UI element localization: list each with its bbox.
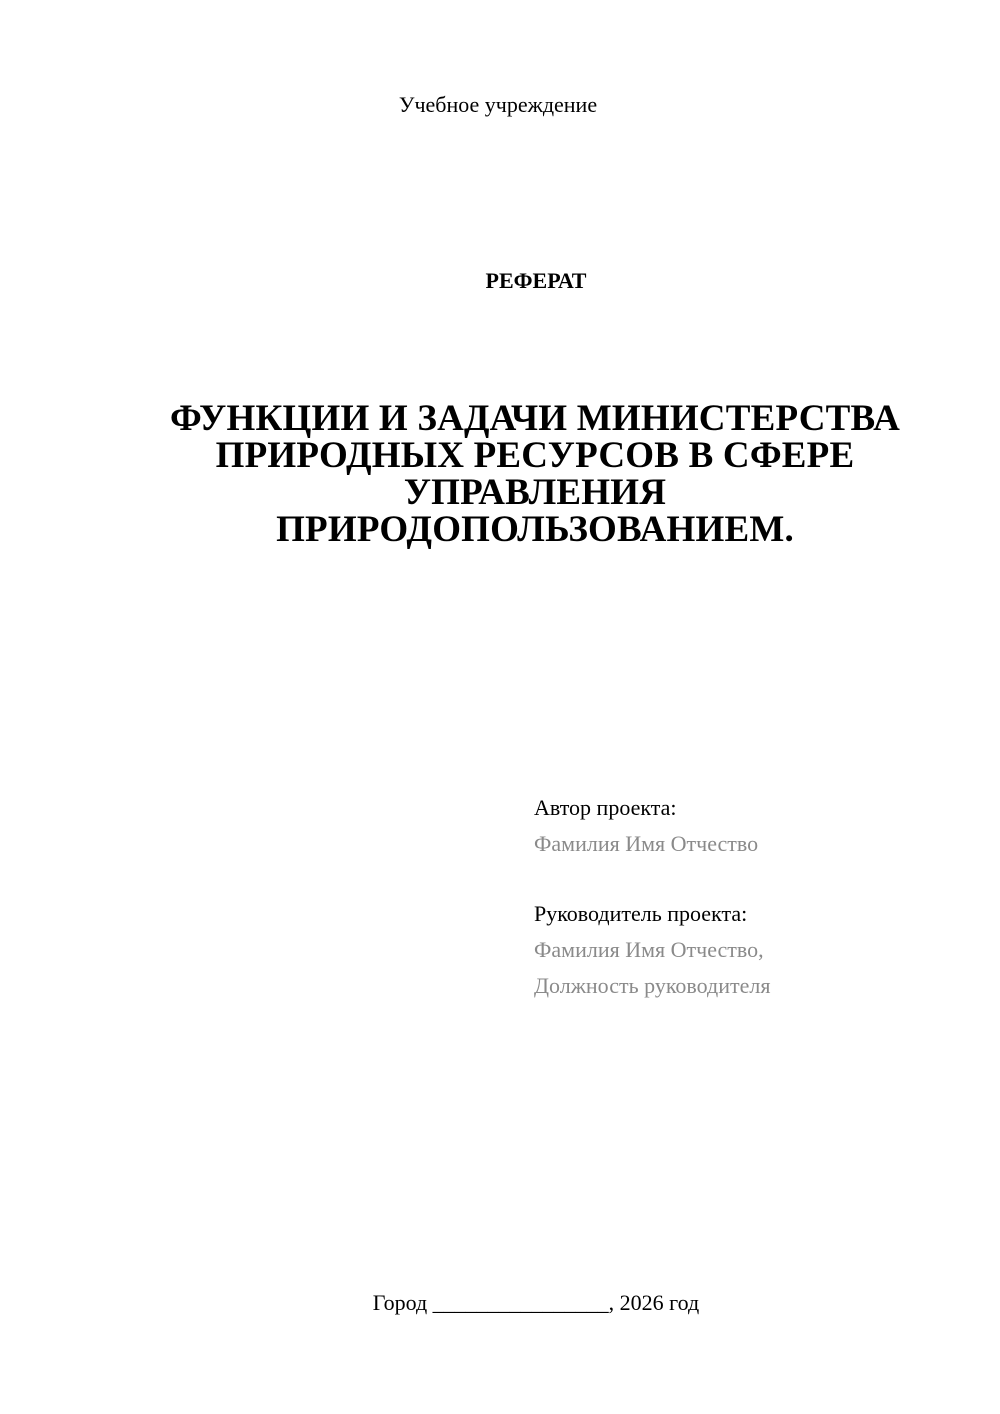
title-line: ПРИРОДНЫХ РЕСУРСОВ В СФЕРЕ bbox=[215, 435, 855, 476]
credits-block bbox=[534, 790, 974, 1004]
document-type: РЕФЕРАТ bbox=[485, 268, 587, 293]
title-line: ФУНКЦИИ И ЗАДАЧИ МИНИСТЕРСТВА bbox=[170, 398, 900, 439]
title-line: ПРИРОДОПОЛЬЗОВАНИЕМ. bbox=[276, 509, 794, 550]
city-year-line: Город ________________, 2026 год bbox=[372, 1290, 700, 1315]
spacer bbox=[534, 862, 974, 896]
document-title bbox=[140, 400, 930, 548]
author-name: Фамилия Имя Отчество bbox=[534, 831, 759, 856]
institution-name: Учебное учреждение bbox=[398, 92, 598, 117]
title-line: УПРАВЛЕНИЯ bbox=[403, 472, 667, 513]
author-label: Автор проекта: bbox=[534, 795, 677, 820]
supervisor-position: Должность руководителя bbox=[534, 973, 771, 998]
supervisor-label: Руководитель проекта: bbox=[534, 901, 748, 926]
supervisor-name: Фамилия Имя Отчество, bbox=[534, 937, 764, 962]
